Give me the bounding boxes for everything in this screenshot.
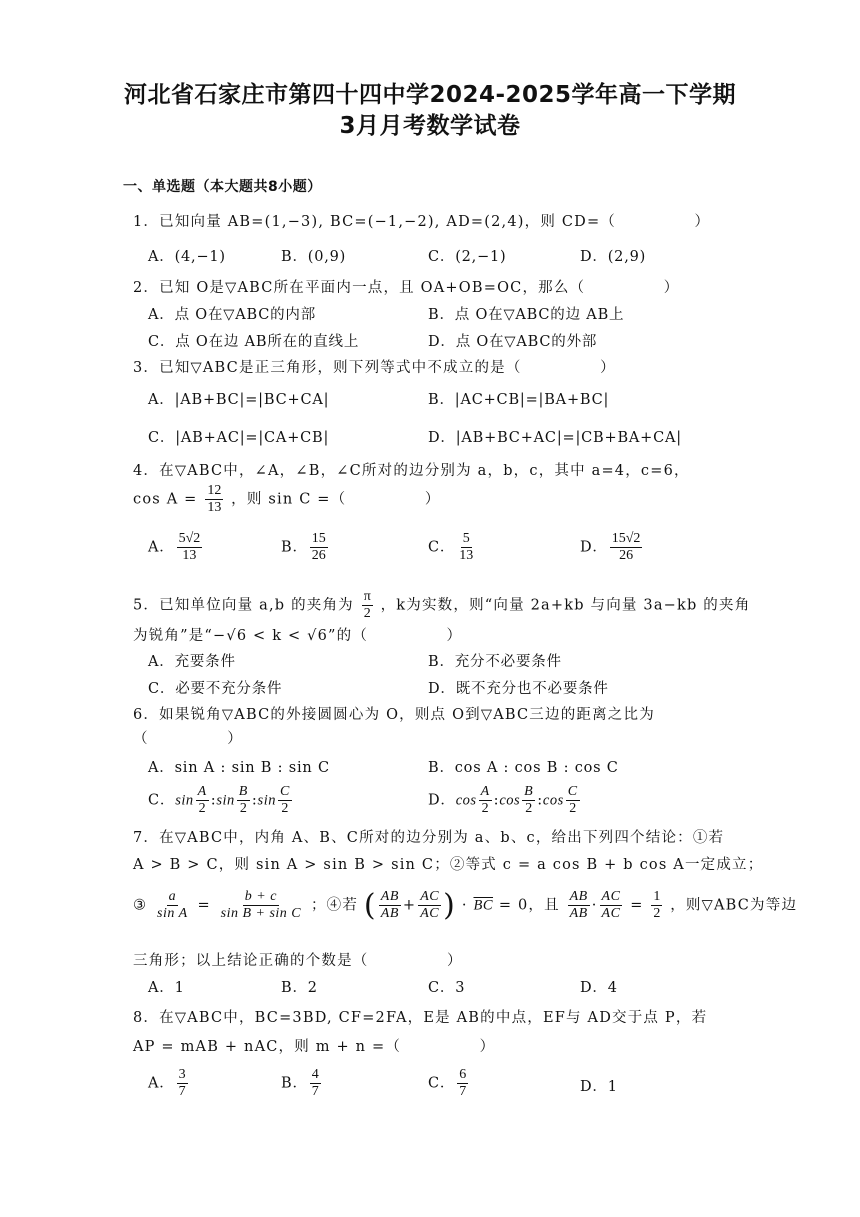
q7-option-c: C．3: [428, 980, 466, 996]
q4-stem-line2: cos A = $\frac{12}{13}$ ，则 sin C =（ ）: [133, 483, 441, 515]
q5-option-b: B．充分不必要条件: [428, 654, 562, 670]
q6-stem-line2: （ ）: [133, 731, 243, 747]
q1-option-a: A．(4,−1): [148, 249, 226, 265]
q6-option-c: C．sin $\frac{A}{2}$ :sin $\frac{B}{2}$ :sin $\frac{C}{2}$: [148, 784, 290, 816]
q3-option-b: B．|AC+CB|=|BA+BC|: [428, 392, 610, 408]
q3-stem: 3．已知▽ABC是正三角形，则下列等式中不成立的是（ ）: [133, 360, 616, 376]
q6-option-a: A．sin A : sin B : sin C: [148, 760, 330, 776]
q5-stem-line1: 5．已知单位向量 a,b 的夹角为 $\frac{\pi}{2}$ ，k为实数，则“向量 2a+kb 与向量 3a−kb 的夹角: [133, 589, 751, 621]
q7-stem-line4: 三角形；以上结论正确的个数是（ ）: [133, 953, 463, 969]
q8-option-b: B． $\frac{4}{7}$: [281, 1067, 319, 1099]
q4-stem-line1: 4．在▽ABC中，∠A，∠B，∠C所对的边分别为 a，b，c，其中 a=4，c=6，: [133, 463, 690, 479]
q8-stem-line2: AP = mAB + nAC，则 m + n =（ ）: [133, 1039, 496, 1055]
q1-option-d: D．(2,9): [580, 249, 647, 265]
q7-stem-line2: A > B > C，则 sin A > sin B > sin C；②等式 c = a cos B + b cos A一定成立；: [133, 857, 764, 873]
section-heading: 一、单选题（本大题共8小题）: [123, 179, 322, 195]
q8-option-d: D．1: [580, 1079, 618, 1095]
q1-stem: 1．已知向量 AB=(1,−3), BC=(−1,−2), AD=(2,4)，则 CD=（ ）: [133, 214, 711, 230]
q8-option-a: A． $\frac{3}{7}$: [148, 1067, 186, 1099]
q1-option-c: C．(2,−1): [428, 249, 507, 265]
q2-option-a: A．点 O在▽ABC的内部: [148, 307, 317, 323]
q4-cos-a-fraction: $\frac{12}{13}$: [207, 483, 222, 515]
q5-option-d: D．既不充分也不必要条件: [428, 681, 609, 697]
q7-stem-line3: ③ $\frac{a}{\text{sin A}}$ = $\frac{b + c}{\text{sin B + sin C}}$ ；④若 ( $\frac{AB}{AB}$ + $\frac{AC}{AC}$ ) · $\overline{BC} = 0$，且 $\frac{AB}{AB}$ · $\frac{AC}{AC}$ = $\frac{1}{2}$ ，则▽ABC为等边: [133, 888, 798, 923]
q7-option-a: A．1: [148, 980, 185, 996]
q2-option-d: D．点 O在▽ABC的外部: [428, 334, 598, 350]
q2-option-b: B．点 O在▽ABC的边 AB上: [428, 307, 625, 323]
q2-option-c: C．点 O在边 AB所在的直线上: [148, 334, 360, 350]
exam-title-line2: 3月月考数学试卷: [339, 113, 521, 139]
q2-stem: 2．已知 O是▽ABC所在平面内一点，且 OA+OB=OC，那么（ ）: [133, 280, 680, 296]
q7-option-d: D．4: [580, 980, 618, 996]
q5-option-a: A．充要条件: [148, 654, 236, 670]
q4-option-c: C． $\frac{5}{13}$: [428, 531, 474, 563]
q5-stem-line2: 为锐角”是“−√6 < k < √6”的（ ）: [133, 628, 463, 644]
q4-option-b: B． $\frac{15}{26}$: [281, 531, 326, 563]
q5-option-c: C．必要不充分条件: [148, 681, 283, 697]
q7-stem-line1: 7．在▽ABC中，内角 A、B、C所对的边分别为 a、b、c，给出下列四个结论：①若: [133, 830, 725, 846]
exam-title-line1: 河北省石家庄市第四十四中学2024-2025学年高一下学期: [123, 82, 737, 108]
q4-option-a: A． $\frac{5√2}{13}$: [148, 531, 201, 563]
q8-option-c: C． $\frac{6}{7}$: [428, 1067, 467, 1099]
q6-stem-line1: 6．如果锐角▽ABC的外接圆圆心为 O，则点 O到▽ABC三边的距离之比为: [133, 707, 655, 723]
q3-option-d: D．|AB+BC+AC|=|CB+BA+CA|: [428, 430, 682, 446]
q7-option-b: B．2: [281, 980, 318, 996]
q6-option-b: B．cos A : cos B : cos C: [428, 760, 619, 776]
q1-option-b: B．(0,9): [281, 249, 347, 265]
q4-option-d: D． $\frac{15√2}{26}$: [580, 531, 641, 563]
q3-option-c: C．|AB+AC|=|CA+CB|: [148, 430, 330, 446]
q3-option-a: A．|AB+BC|=|BC+CA|: [148, 392, 330, 408]
q8-stem-line1: 8．在▽ABC中，BC=3BD, CF=2FA，E是 AB的中点，EF与 AD交于点 P，若: [133, 1010, 708, 1026]
q6-option-d: D．cos $\frac{A}{2}$ :cos $\frac{B}{2}$ :cos $\frac{C}{2}$: [428, 784, 578, 816]
